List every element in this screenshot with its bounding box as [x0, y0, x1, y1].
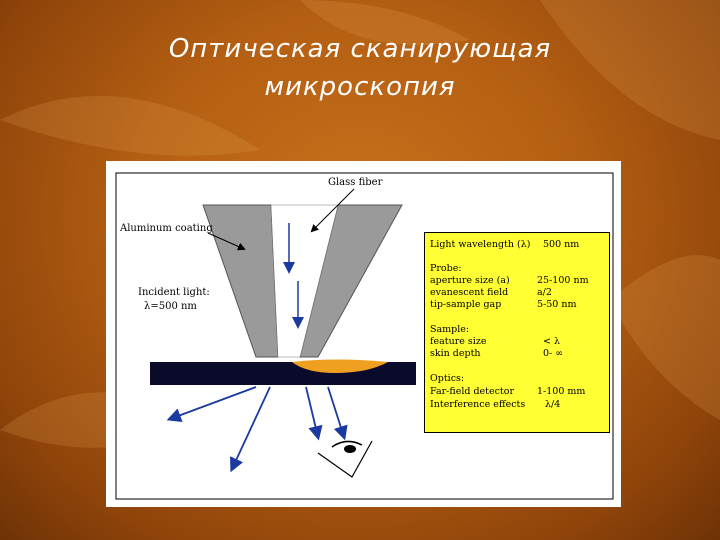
- skin-depth-label: skin depth: [430, 348, 481, 359]
- far-field-detector-value: 1-100 mm: [537, 386, 586, 397]
- glass-fiber-label: Glass fiber: [328, 177, 383, 188]
- evanescent-field-value: a/2: [537, 287, 552, 298]
- slide-title-line-1: Оптическая сканирующая: [168, 34, 552, 64]
- sample-header: Sample:: [430, 324, 470, 335]
- scatter-arrow-3: [306, 387, 318, 437]
- scatter-arrow-4: [328, 387, 344, 437]
- tip-sample-gap-value: 5-50 nm: [537, 299, 577, 310]
- aluminum-coating-label: Aluminum coating: [120, 223, 213, 234]
- eye-detector-icon: [318, 441, 372, 477]
- far-field-detector-label: Far-field detector: [430, 386, 515, 397]
- aluminum-coating-left: [203, 205, 278, 357]
- optics-header: Optics:: [430, 373, 465, 384]
- probe-header: Probe:: [430, 263, 462, 274]
- feature-size-value: < λ: [543, 336, 561, 347]
- scatter-arrow-2: [232, 387, 270, 469]
- interference-effects-value: λ/4: [545, 399, 561, 410]
- interference-effects-label: Interference effects: [430, 399, 526, 410]
- incident-light-label: Incident light:: [138, 287, 210, 298]
- aperture-size-label: aperture size (a): [430, 275, 510, 286]
- slide-title-line-2: микроскопия: [264, 72, 456, 102]
- skin-depth-value: 0- ∞: [543, 348, 564, 359]
- nsom-diagram: [106, 161, 621, 507]
- slide-title: [0, 30, 720, 106]
- aperture-size-value: 25-100 nm: [537, 275, 589, 286]
- parameters-panel: [424, 232, 610, 433]
- scatter-arrow-1: [170, 387, 256, 419]
- light-wavelength-label: Light wavelength (λ): [430, 239, 531, 250]
- tip-sample-gap-label: tip-sample gap: [430, 299, 502, 310]
- feature-size-label: feature size: [430, 336, 487, 347]
- evanescent-field-label: evanescent field: [430, 287, 509, 298]
- light-wavelength-value: 500 nm: [543, 239, 580, 250]
- incident-wavelength-label: λ=500 nm: [144, 301, 197, 312]
